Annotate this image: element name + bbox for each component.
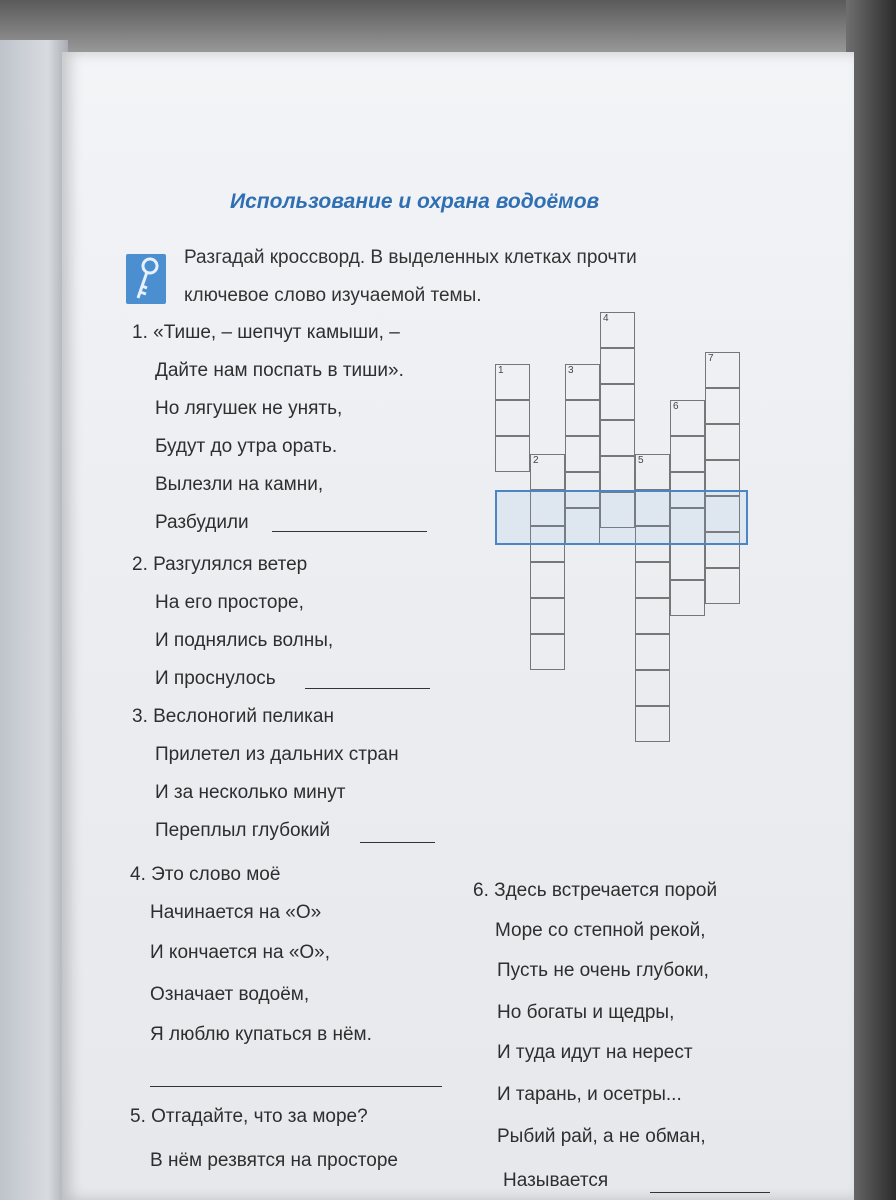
keyword-highlight-row: [495, 490, 748, 545]
answer-blank-4[interactable]: [150, 1086, 442, 1087]
riddle-line: 6. Здесь встречается порой: [473, 880, 718, 901]
crossword-cell[interactable]: [670, 436, 705, 472]
riddle-line: Переплыл глубокий: [155, 820, 331, 841]
answer-blank-1[interactable]: [272, 531, 427, 532]
crossword-cell[interactable]: [495, 436, 530, 472]
riddle-line: 4. Это слово моё: [130, 864, 281, 885]
riddle-line: Но лягушек не унять,: [155, 398, 343, 419]
crossword-cell[interactable]: [670, 400, 705, 436]
crossword-cell[interactable]: [530, 598, 565, 634]
crossword-cell[interactable]: [670, 544, 705, 580]
answer-blank-6[interactable]: [650, 1192, 770, 1193]
riddle-line: 2. Разгулялся ветер: [132, 554, 308, 575]
riddle-line: Называется: [503, 1170, 609, 1191]
left-page-edge: [0, 40, 68, 1200]
riddle-line: Будут до утра орать.: [155, 436, 338, 457]
crossword-cell[interactable]: [530, 634, 565, 670]
riddle-line: Разбудили: [155, 512, 249, 533]
page-title: Использование и охрана водоёмов: [230, 190, 600, 213]
riddle-line: 5. Отгадайте, что за море?: [130, 1106, 368, 1127]
crossword-cell[interactable]: [635, 706, 670, 742]
riddle-line: Рыбий рай, а не обман,: [497, 1126, 706, 1147]
riddle-line: И туда идут на нерест: [497, 1042, 693, 1063]
riddle-line: Прилетел из дальних стран: [155, 744, 399, 765]
crossword-cell[interactable]: [600, 348, 635, 384]
crossword-cell[interactable]: [600, 420, 635, 456]
crossword-cell[interactable]: [600, 384, 635, 420]
clue-number: 7: [708, 353, 714, 364]
clue-number: 5: [638, 455, 644, 466]
task-instruction-line2: ключевое слово изучаемой темы.: [184, 285, 482, 306]
riddle-line: Но богаты и щедры,: [497, 1002, 675, 1023]
crossword-cell[interactable]: [705, 424, 740, 460]
crossword-cell[interactable]: [495, 400, 530, 436]
riddle-line: Вылезли на камни,: [155, 474, 324, 495]
crossword-cell[interactable]: [670, 580, 705, 616]
clue-number: 4: [603, 313, 609, 324]
crossword-cell[interactable]: [600, 312, 635, 348]
riddle-line: Я люблю купаться в нём.: [150, 1024, 372, 1045]
riddle-line: И кончается на «О»,: [150, 942, 331, 963]
task-instruction-line1: Разгадай кроссворд. В выделенных клетках прочти: [184, 247, 637, 268]
crossword-cell[interactable]: [635, 634, 670, 670]
riddle-line: Дайте нам поспать в тиши».: [155, 360, 404, 381]
riddle-line: И за несколько минут: [155, 782, 346, 803]
crossword-cell[interactable]: [565, 364, 600, 400]
crossword-cell[interactable]: [495, 364, 530, 400]
clue-number: 6: [673, 401, 679, 412]
crossword-cell[interactable]: [565, 400, 600, 436]
crossword-cell[interactable]: [705, 352, 740, 388]
clue-number: 2: [533, 455, 539, 466]
riddle-line: И поднялись волны,: [155, 630, 334, 651]
crossword-cell[interactable]: [705, 568, 740, 604]
crossword-cell[interactable]: [635, 670, 670, 706]
key-icon: [126, 254, 166, 304]
riddle-line: 1. «Тише, – шепчут камыши, –: [132, 322, 400, 343]
crossword-cell[interactable]: [600, 456, 635, 492]
crossword-cell[interactable]: [530, 454, 565, 490]
riddle-line: Означает водоём,: [150, 984, 310, 1005]
clue-number: 3: [568, 365, 574, 376]
riddle-line: Пусть не очень глубоки,: [497, 960, 709, 981]
clue-number: 1: [498, 365, 504, 376]
riddle-line: На его просторе,: [155, 592, 304, 613]
crossword-cell[interactable]: [635, 562, 670, 598]
crossword-cell[interactable]: [705, 388, 740, 424]
riddle-line: Начинается на «О»: [150, 902, 322, 923]
answer-blank-2[interactable]: [305, 688, 430, 689]
riddle-line: 3. Веслоногий пеликан: [132, 706, 334, 727]
crossword-cell[interactable]: [635, 454, 670, 490]
riddle-line: И тарань, и осетры...: [497, 1084, 682, 1105]
riddle-line: Море со степной рекой,: [495, 920, 706, 941]
riddle-line: И проснулось: [155, 668, 276, 689]
crossword-cell[interactable]: [530, 562, 565, 598]
crossword-cell[interactable]: [635, 598, 670, 634]
crossword-cell[interactable]: [565, 436, 600, 472]
answer-blank-3[interactable]: [360, 842, 435, 843]
riddle-line: В нём резвятся на просторе: [150, 1150, 398, 1171]
